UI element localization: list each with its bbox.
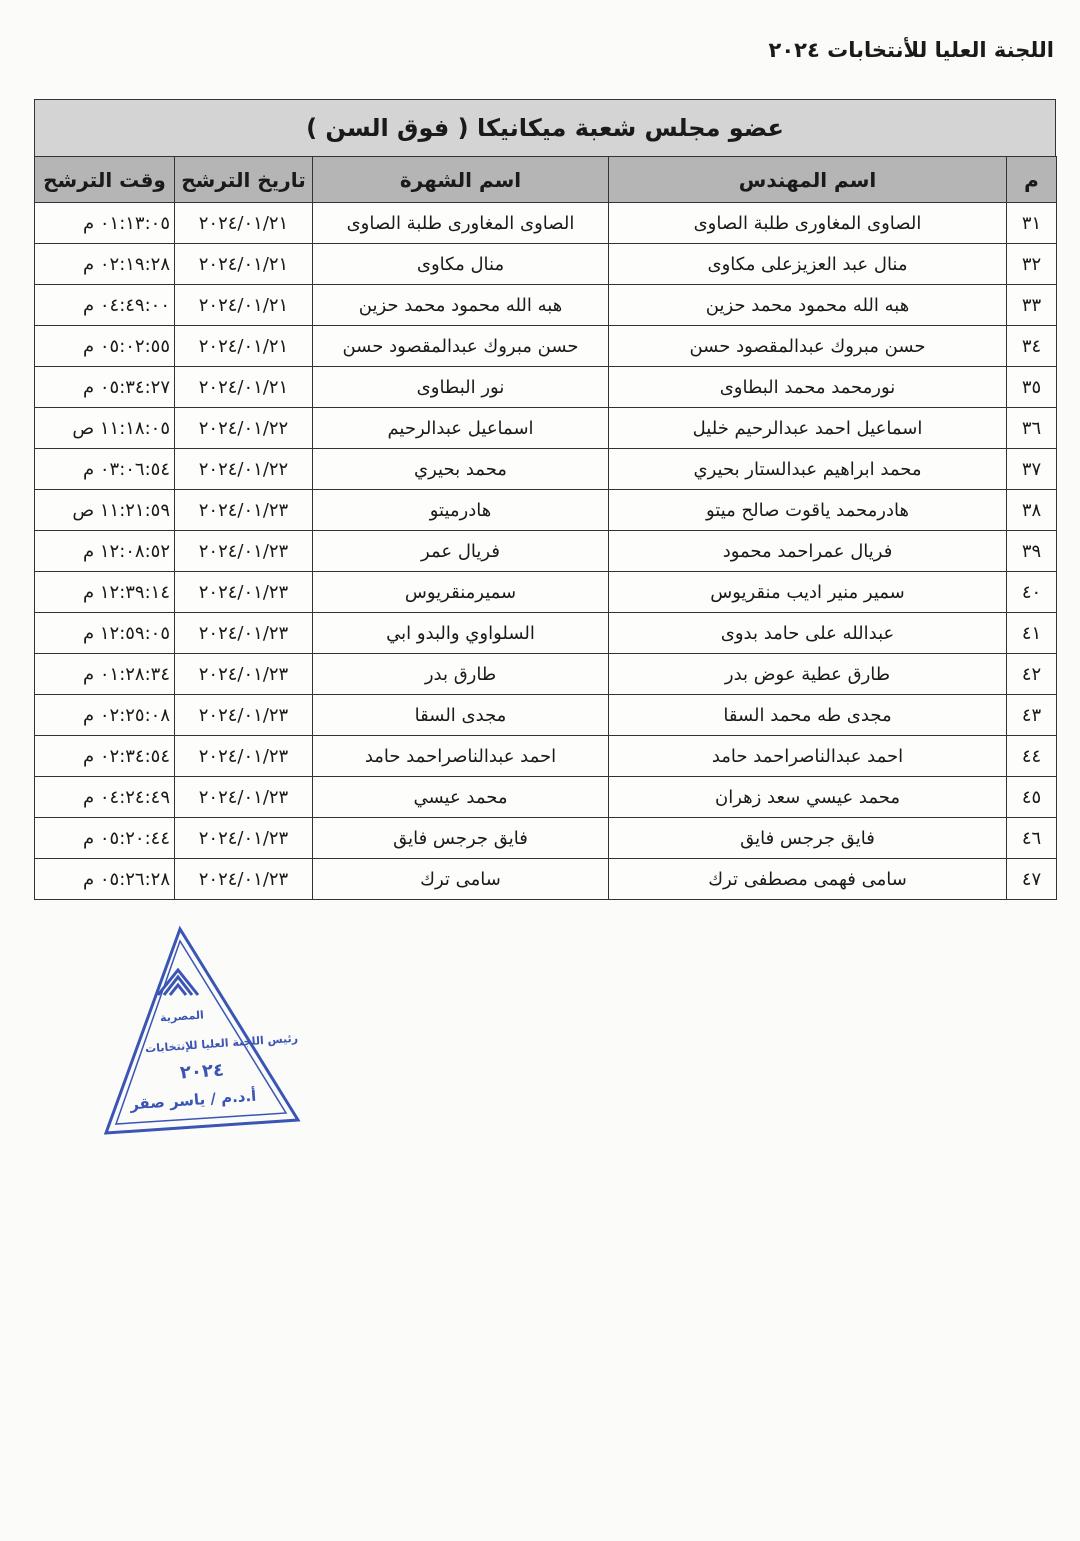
table-row bbox=[35, 408, 1057, 449]
cell-nomination-time: ٠٥:٢٦:٢٨ م bbox=[35, 859, 175, 900]
cell-engineer-name: فريال عمراحمد محمود bbox=[609, 531, 1007, 572]
table-row bbox=[35, 695, 1057, 736]
cell-nomination-time: ٠١:٢٨:٣٤ م bbox=[35, 654, 175, 695]
table-row bbox=[35, 367, 1057, 408]
cell-nomination-date: ٢٠٢٤/٠١/٢٣ bbox=[175, 859, 313, 900]
cell-number: ٣٧ bbox=[1007, 449, 1057, 490]
cell-nomination-date: ٢٠٢٤/٠١/٢١ bbox=[175, 244, 313, 285]
table-row bbox=[35, 326, 1057, 367]
cell-engineer-name: عبدالله على حامد بدوى bbox=[609, 613, 1007, 654]
cell-nomination-date: ٢٠٢٤/٠١/٢٣ bbox=[175, 695, 313, 736]
cell-known-name: محمد بحيري bbox=[313, 449, 609, 490]
cell-known-name: هادرميتو bbox=[313, 490, 609, 531]
cell-number: ٤٢ bbox=[1007, 654, 1057, 695]
cell-nomination-time: ١٢:٥٩:٠٥ م bbox=[35, 613, 175, 654]
cell-number: ٣١ bbox=[1007, 203, 1057, 244]
table-row bbox=[35, 736, 1057, 777]
table-row bbox=[35, 613, 1057, 654]
cell-number: ٣٨ bbox=[1007, 490, 1057, 531]
cell-known-name: حسن مبروك عبدالمقصود حسن bbox=[313, 326, 609, 367]
candidates-table-container bbox=[34, 99, 1056, 900]
cell-engineer-name: سمير منير اديب منقريوس bbox=[609, 572, 1007, 613]
column-header-number: م bbox=[1007, 157, 1057, 203]
cell-nomination-date: ٢٠٢٤/٠١/٢٣ bbox=[175, 572, 313, 613]
cell-nomination-date: ٢٠٢٤/٠١/٢٣ bbox=[175, 818, 313, 859]
cell-known-name: فايق جرجس فايق bbox=[313, 818, 609, 859]
cell-engineer-name: احمد عبدالناصراحمد حامد bbox=[609, 736, 1007, 777]
cell-nomination-time: ٠٢:١٩:٢٨ م bbox=[35, 244, 175, 285]
cell-nomination-date: ٢٠٢٤/٠١/٢٣ bbox=[175, 613, 313, 654]
stamp-title-text: رئيس اللجنة العليا للإنتخابات bbox=[144, 1031, 299, 1056]
official-stamp bbox=[100, 925, 305, 1135]
cell-nomination-time: ١٢:٣٩:١٤ م bbox=[35, 572, 175, 613]
cell-number: ٣٣ bbox=[1007, 285, 1057, 326]
cell-nomination-time: ٠٥:٢٠:٤٤ م bbox=[35, 818, 175, 859]
cell-nomination-date: ٢٠٢٤/٠١/٢١ bbox=[175, 326, 313, 367]
cell-number: ٣٢ bbox=[1007, 244, 1057, 285]
cell-number: ٣٥ bbox=[1007, 367, 1057, 408]
table-row bbox=[35, 818, 1057, 859]
cell-nomination-date: ٢٠٢٤/٠١/٢٣ bbox=[175, 736, 313, 777]
cell-known-name: مجدى السقا bbox=[313, 695, 609, 736]
cell-nomination-time: ١١:١٨:٠٥ ص bbox=[35, 408, 175, 449]
cell-number: ٤٦ bbox=[1007, 818, 1057, 859]
cell-nomination-date: ٢٠٢٤/٠١/٢١ bbox=[175, 203, 313, 244]
document-header: اللجنة العليا للأنتخابات ٢٠٢٤ bbox=[768, 38, 1054, 62]
table-row bbox=[35, 244, 1057, 285]
cell-number: ٤٧ bbox=[1007, 859, 1057, 900]
cell-engineer-name: الصاوى المغاورى طلبة الصاوى bbox=[609, 203, 1007, 244]
cell-nomination-time: ٠٤:٤٩:٠٠ م bbox=[35, 285, 175, 326]
cell-engineer-name: هبه الله محمود محمد حزين bbox=[609, 285, 1007, 326]
table-row bbox=[35, 490, 1057, 531]
cell-known-name: منال مكاوى bbox=[313, 244, 609, 285]
cell-number: ٣٦ bbox=[1007, 408, 1057, 449]
cell-engineer-name: نورمحمد محمد البطاوى bbox=[609, 367, 1007, 408]
cell-engineer-name: محمد ابراهيم عبدالستار بحيري bbox=[609, 449, 1007, 490]
cell-nomination-date: ٢٠٢٤/٠١/٢٢ bbox=[175, 408, 313, 449]
cell-nomination-time: ٠٢:٣٤:٥٤ م bbox=[35, 736, 175, 777]
cell-engineer-name: فايق جرجس فايق bbox=[609, 818, 1007, 859]
stamp-signatory-text: أ.د.م / ياسر صقر bbox=[129, 1086, 257, 1114]
table-row bbox=[35, 859, 1057, 900]
candidates-table bbox=[34, 156, 1057, 900]
column-header-nomination-time: وقت الترشح bbox=[35, 157, 175, 203]
cell-number: ٣٩ bbox=[1007, 531, 1057, 572]
cell-known-name: نور البطاوى bbox=[313, 367, 609, 408]
cell-number: ٤٠ bbox=[1007, 572, 1057, 613]
stamp-year-text: ٢٠٢٤ bbox=[179, 1059, 225, 1084]
table-row bbox=[35, 531, 1057, 572]
cell-number: ٤٣ bbox=[1007, 695, 1057, 736]
cell-engineer-name: سامى فهمى مصطفى ترك bbox=[609, 859, 1007, 900]
cell-nomination-date: ٢٠٢٤/٠١/٢٣ bbox=[175, 490, 313, 531]
cell-nomination-time: ٠٥:٣٤:٢٧ م bbox=[35, 367, 175, 408]
cell-nomination-date: ٢٠٢٤/٠١/٢٣ bbox=[175, 654, 313, 695]
column-header-known-name: اسم الشهرة bbox=[313, 157, 609, 203]
cell-known-name: سميرمنقريوس bbox=[313, 572, 609, 613]
cell-nomination-time: ٠٥:٠٢:٥٥ م bbox=[35, 326, 175, 367]
cell-known-name: السلواوي والبدو ابي bbox=[313, 613, 609, 654]
cell-known-name: محمد عيسي bbox=[313, 777, 609, 818]
cell-nomination-date: ٢٠٢٤/٠١/٢١ bbox=[175, 367, 313, 408]
cell-nomination-date: ٢٠٢٤/٠١/٢٢ bbox=[175, 449, 313, 490]
column-header-nomination-date: تاريخ الترشح bbox=[175, 157, 313, 203]
cell-known-name: احمد عبدالناصراحمد حامد bbox=[313, 736, 609, 777]
cell-known-name: سامى ترك bbox=[313, 859, 609, 900]
cell-engineer-name: طارق عطية عوض بدر bbox=[609, 654, 1007, 695]
cell-known-name: الصاوى المغاورى طلبة الصاوى bbox=[313, 203, 609, 244]
table-row bbox=[35, 449, 1057, 490]
cell-engineer-name: محمد عيسي سعد زهران bbox=[609, 777, 1007, 818]
cell-known-name: هبه الله محمود محمد حزين bbox=[313, 285, 609, 326]
table-row bbox=[35, 777, 1057, 818]
cell-nomination-time: ٠٤:٢٤:٤٩ م bbox=[35, 777, 175, 818]
cell-nomination-time: ١٢:٠٨:٥٢ م bbox=[35, 531, 175, 572]
table-row bbox=[35, 285, 1057, 326]
stamp-org-text: المصرية bbox=[159, 1008, 205, 1025]
cell-nomination-time: ٠١:١٣:٠٥ م bbox=[35, 203, 175, 244]
table-row bbox=[35, 654, 1057, 695]
cell-number: ٤٤ bbox=[1007, 736, 1057, 777]
cell-known-name: اسماعيل عبدالرحيم bbox=[313, 408, 609, 449]
cell-engineer-name: مجدى طه محمد السقا bbox=[609, 695, 1007, 736]
cell-nomination-date: ٢٠٢٤/٠١/٢٣ bbox=[175, 531, 313, 572]
cell-number: ٤٥ bbox=[1007, 777, 1057, 818]
cell-nomination-date: ٢٠٢٤/٠١/٢٣ bbox=[175, 777, 313, 818]
cell-nomination-time: ١١:٢١:٥٩ ص bbox=[35, 490, 175, 531]
table-header-row bbox=[35, 157, 1057, 203]
column-header-engineer-name: اسم المهندس bbox=[609, 157, 1007, 203]
cell-engineer-name: منال عبد العزيزعلى مكاوى bbox=[609, 244, 1007, 285]
cell-known-name: فريال عمر bbox=[313, 531, 609, 572]
cell-nomination-date: ٢٠٢٤/٠١/٢١ bbox=[175, 285, 313, 326]
cell-number: ٣٤ bbox=[1007, 326, 1057, 367]
cell-nomination-time: ٠٢:٢٥:٠٨ م bbox=[35, 695, 175, 736]
cell-engineer-name: حسن مبروك عبدالمقصود حسن bbox=[609, 326, 1007, 367]
cell-engineer-name: اسماعيل احمد عبدالرحيم خليل bbox=[609, 408, 1007, 449]
table-body bbox=[35, 203, 1057, 900]
table-row bbox=[35, 203, 1057, 244]
cell-engineer-name: هادرمحمد ياقوت صالح ميتو bbox=[609, 490, 1007, 531]
cell-number: ٤١ bbox=[1007, 613, 1057, 654]
table-row bbox=[35, 572, 1057, 613]
cell-nomination-time: ٠٣:٠٦:٥٤ م bbox=[35, 449, 175, 490]
table-title: عضو مجلس شعبة ميكانيكا ( فوق السن ) bbox=[34, 99, 1056, 156]
cell-known-name: طارق بدر bbox=[313, 654, 609, 695]
